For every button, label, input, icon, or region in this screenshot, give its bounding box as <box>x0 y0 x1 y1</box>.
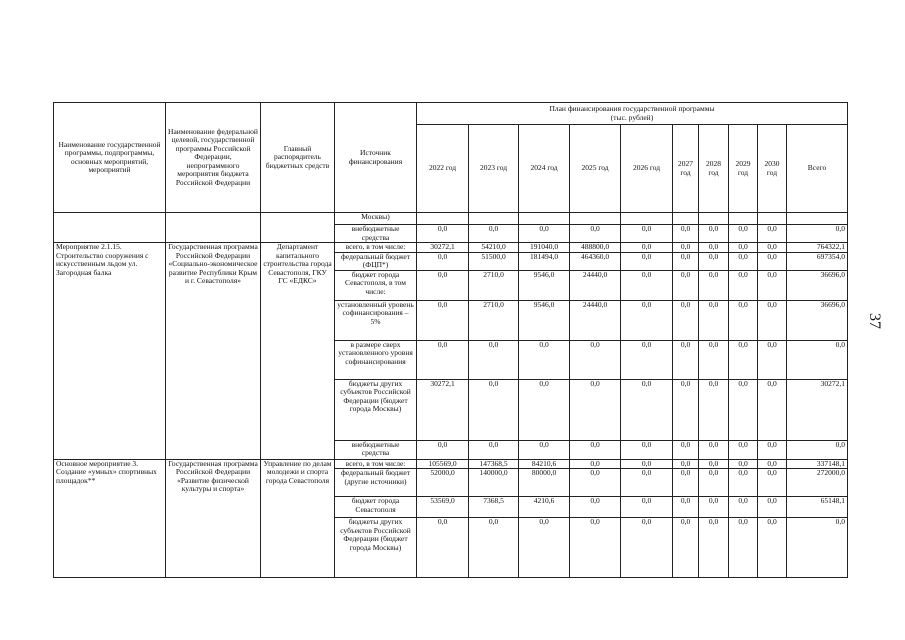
value-cell: 0,0 <box>729 459 758 469</box>
value-cell: 0,0 <box>699 243 729 253</box>
value-cell: 0,0 <box>729 225 758 243</box>
value-cell <box>758 213 787 225</box>
source-cell: федеральный бюджет (другие источники) <box>335 469 417 497</box>
value-cell: 0,0 <box>699 440 729 459</box>
value-cell: 0,0 <box>729 270 758 300</box>
fed-program-cell: Государственная программа Российской Федерации «Развитие физической культуры и спорта» <box>166 459 261 578</box>
value-cell: 0,0 <box>699 459 729 469</box>
value-cell: 0,0 <box>699 300 729 340</box>
value-cell: 0,0 <box>570 469 621 497</box>
value-cell: 0,0 <box>570 497 621 518</box>
activity-name-cell: Мероприятие 2.1.15. Строительство сооружения с искусственным льдом ул. Загородная балка <box>54 243 166 460</box>
fed-cell <box>166 213 261 243</box>
total-cell: 0,0 <box>787 340 848 379</box>
header-year: 2025 год <box>570 125 621 213</box>
value-cell: 0,0 <box>729 379 758 440</box>
value-cell: 0,0 <box>758 518 787 578</box>
value-cell: 0,0 <box>621 518 673 578</box>
total-cell: 0,0 <box>787 225 848 243</box>
value-cell <box>570 213 621 225</box>
value-cell: 0,0 <box>673 225 699 243</box>
admin-cell <box>261 213 335 243</box>
value-cell: 0,0 <box>758 225 787 243</box>
value-cell: 0,0 <box>469 518 519 578</box>
value-cell: 0,0 <box>699 469 729 497</box>
value-cell: 80000,0 <box>519 469 570 497</box>
header-year: 2028 год <box>699 125 729 213</box>
source-cell: Москвы) <box>335 213 417 225</box>
source-cell: в размере сверх установленного уровня софинансирования <box>335 340 417 379</box>
header-total: Всего <box>787 125 848 213</box>
value-cell: 0,0 <box>570 379 621 440</box>
value-cell: 0,0 <box>699 225 729 243</box>
source-cell: бюджеты других субъектов Российской Федерации (бюджет города Москвы) <box>335 379 417 440</box>
value-cell <box>519 213 570 225</box>
total-cell: 337148,1 <box>787 459 848 469</box>
header-source: Источник финансирования <box>335 103 417 213</box>
activity-name-cell: Основное мероприятие 3. Создание «умных» спортивных площадок** <box>54 459 166 578</box>
header-plan <box>417 103 848 125</box>
value-cell: 0,0 <box>417 340 469 379</box>
value-cell: 54210,0 <box>469 243 519 253</box>
value-cell: 0,0 <box>417 518 469 578</box>
value-cell: 2710,0 <box>469 300 519 340</box>
source-cell: установленный уровень софинансирования – 5% <box>335 300 417 340</box>
value-cell: 147368,5 <box>469 459 519 469</box>
value-cell: 0,0 <box>699 270 729 300</box>
total-cell: 272000,0 <box>787 469 848 497</box>
value-cell: 0,0 <box>417 252 469 270</box>
value-cell: 464360,0 <box>570 252 621 270</box>
value-cell: 0,0 <box>673 459 699 469</box>
source-cell: всего, в том числе: <box>335 459 417 469</box>
fed-program-cell: Государственная программа Российской Федерации «Социально-экономическое развитие Республики Крым и г. Севастополя» <box>166 243 261 460</box>
total-cell: 697354,0 <box>787 252 848 270</box>
value-cell: 0,0 <box>699 518 729 578</box>
value-cell: 0,0 <box>621 459 673 469</box>
value-cell: 0,0 <box>758 300 787 340</box>
value-cell: 0,0 <box>519 518 570 578</box>
value-cell: 0,0 <box>729 300 758 340</box>
value-cell: 2710,0 <box>469 270 519 300</box>
header-year: 2030 год <box>758 125 787 213</box>
source-cell: бюджет города Севастополя <box>335 497 417 518</box>
header-plan-units: (тыс. рублей) <box>610 112 654 122</box>
table-row <box>54 213 848 225</box>
value-cell: 0,0 <box>417 270 469 300</box>
value-cell: 488800,0 <box>570 243 621 253</box>
value-cell: 0,0 <box>519 440 570 459</box>
value-cell: 0,0 <box>758 497 787 518</box>
value-cell: 0,0 <box>699 252 729 270</box>
value-cell: 0,0 <box>621 243 673 253</box>
total-cell: 30272,1 <box>787 379 848 440</box>
value-cell: 0,0 <box>570 225 621 243</box>
value-cell: 0,0 <box>673 340 699 379</box>
value-cell: 9546,0 <box>519 270 570 300</box>
header-year: 2023 год <box>469 125 519 213</box>
value-cell: 0,0 <box>621 270 673 300</box>
value-cell: 0,0 <box>621 379 673 440</box>
value-cell: 0,0 <box>673 469 699 497</box>
value-cell: 0,0 <box>570 518 621 578</box>
value-cell: 140000,0 <box>469 469 519 497</box>
value-cell: 0,0 <box>417 225 469 243</box>
value-cell: 24440,0 <box>570 270 621 300</box>
value-cell: 0,0 <box>621 225 673 243</box>
source-cell: внебюджетные средства <box>335 225 417 243</box>
value-cell: 0,0 <box>519 340 570 379</box>
value-cell: 0,0 <box>729 497 758 518</box>
value-cell: 0,0 <box>469 225 519 243</box>
value-cell: 0,0 <box>570 459 621 469</box>
value-cell: 0,0 <box>621 300 673 340</box>
total-cell: 36696,0 <box>787 300 848 340</box>
value-cell: 0,0 <box>699 497 729 518</box>
value-cell: 191040,0 <box>519 243 570 253</box>
value-cell: 0,0 <box>729 469 758 497</box>
value-cell: 9546,0 <box>519 300 570 340</box>
value-cell: 0,0 <box>519 379 570 440</box>
value-cell: 0,0 <box>469 440 519 459</box>
value-cell: 0,0 <box>758 243 787 253</box>
value-cell: 0,0 <box>621 252 673 270</box>
source-cell: всего, в том числе: <box>335 243 417 253</box>
value-cell: 0,0 <box>758 459 787 469</box>
name-cell <box>54 213 166 243</box>
value-cell: 0,0 <box>621 469 673 497</box>
value-cell: 0,0 <box>673 497 699 518</box>
value-cell: 0,0 <box>758 270 787 300</box>
value-cell: 0,0 <box>417 440 469 459</box>
value-cell: 0,0 <box>673 243 699 253</box>
value-cell: 7368,5 <box>469 497 519 518</box>
value-cell: 0,0 <box>758 379 787 440</box>
total-cell: 0,0 <box>787 518 848 578</box>
value-cell: 0,0 <box>570 340 621 379</box>
value-cell: 0,0 <box>758 252 787 270</box>
value-cell: 0,0 <box>729 440 758 459</box>
header-year: 2022 год <box>417 125 469 213</box>
header-fed-program: Наименование федеральной целевой, государственной программы Российской Федерации, непрограммного мероприятия бюджета Российской Федерации <box>166 103 261 213</box>
table-row <box>54 243 848 253</box>
value-cell <box>417 213 469 225</box>
value-cell: 0,0 <box>729 252 758 270</box>
value-cell: 4210,6 <box>519 497 570 518</box>
header-year: 2027 год <box>673 125 699 213</box>
value-cell <box>729 213 758 225</box>
header-plan-title: План финансирования государственной программы <box>549 104 715 113</box>
header-year: 2029 год <box>729 125 758 213</box>
value-cell: 51500,0 <box>469 252 519 270</box>
value-cell: 30272,1 <box>417 243 469 253</box>
value-cell: 0,0 <box>621 497 673 518</box>
value-cell <box>621 213 673 225</box>
value-cell: 0,0 <box>417 300 469 340</box>
value-cell: 0,0 <box>758 469 787 497</box>
source-cell: внебюджетные средства <box>335 440 417 459</box>
total-cell: 36696,0 <box>787 270 848 300</box>
value-cell: 181494,0 <box>519 252 570 270</box>
value-cell: 24440,0 <box>570 300 621 340</box>
value-cell: 105569,0 <box>417 459 469 469</box>
value-cell <box>699 213 729 225</box>
value-cell: 0,0 <box>621 440 673 459</box>
header-admin: Главный распорядитель бюджетных средств <box>261 103 335 213</box>
value-cell: 0,0 <box>758 340 787 379</box>
source-cell: бюджет города Севастополя, в том числе: <box>335 270 417 300</box>
table-row <box>54 459 848 469</box>
value-cell: 0,0 <box>519 225 570 243</box>
page-number: 37 <box>866 313 883 329</box>
header-name: Наименование государственной программы, подпрограммы, основных мероприятий, мероприятий <box>54 103 166 213</box>
value-cell: 0,0 <box>729 243 758 253</box>
value-cell: 0,0 <box>673 379 699 440</box>
value-cell: 30272,1 <box>417 379 469 440</box>
value-cell: 0,0 <box>469 340 519 379</box>
admin-cell: Управление по делам молодежи и спорта города Севастополя <box>261 459 335 578</box>
value-cell: 0,0 <box>758 440 787 459</box>
value-cell: 0,0 <box>673 518 699 578</box>
value-cell <box>673 213 699 225</box>
total-cell: 0,0 <box>787 440 848 459</box>
value-cell: 0,0 <box>729 518 758 578</box>
source-cell: федеральный бюджет (ФЦП*) <box>335 252 417 270</box>
value-cell: 0,0 <box>570 440 621 459</box>
value-cell <box>787 213 848 225</box>
value-cell: 0,0 <box>673 252 699 270</box>
value-cell: 0,0 <box>621 340 673 379</box>
total-cell: 764322,1 <box>787 243 848 253</box>
financing-table <box>53 102 848 578</box>
value-cell: 0,0 <box>699 340 729 379</box>
header-year: 2024 год <box>519 125 570 213</box>
value-cell: 53569,0 <box>417 497 469 518</box>
value-cell: 0,0 <box>673 270 699 300</box>
value-cell: 0,0 <box>673 300 699 340</box>
total-cell: 65148,1 <box>787 497 848 518</box>
value-cell: 0,0 <box>729 340 758 379</box>
value-cell: 52000,0 <box>417 469 469 497</box>
value-cell: 0,0 <box>699 379 729 440</box>
value-cell: 0,0 <box>469 379 519 440</box>
value-cell: 0,0 <box>673 440 699 459</box>
admin-cell: Департамент капитального строительства города Севастополя, ГКУ ГС «ЕДКС» <box>261 243 335 460</box>
header-row-1 <box>54 103 848 125</box>
header-year: 2026 год <box>621 125 673 213</box>
value-cell <box>469 213 519 225</box>
value-cell: 84210,6 <box>519 459 570 469</box>
source-cell: бюджеты других субъектов Российской Федерации (бюджет города Москвы) <box>335 518 417 578</box>
